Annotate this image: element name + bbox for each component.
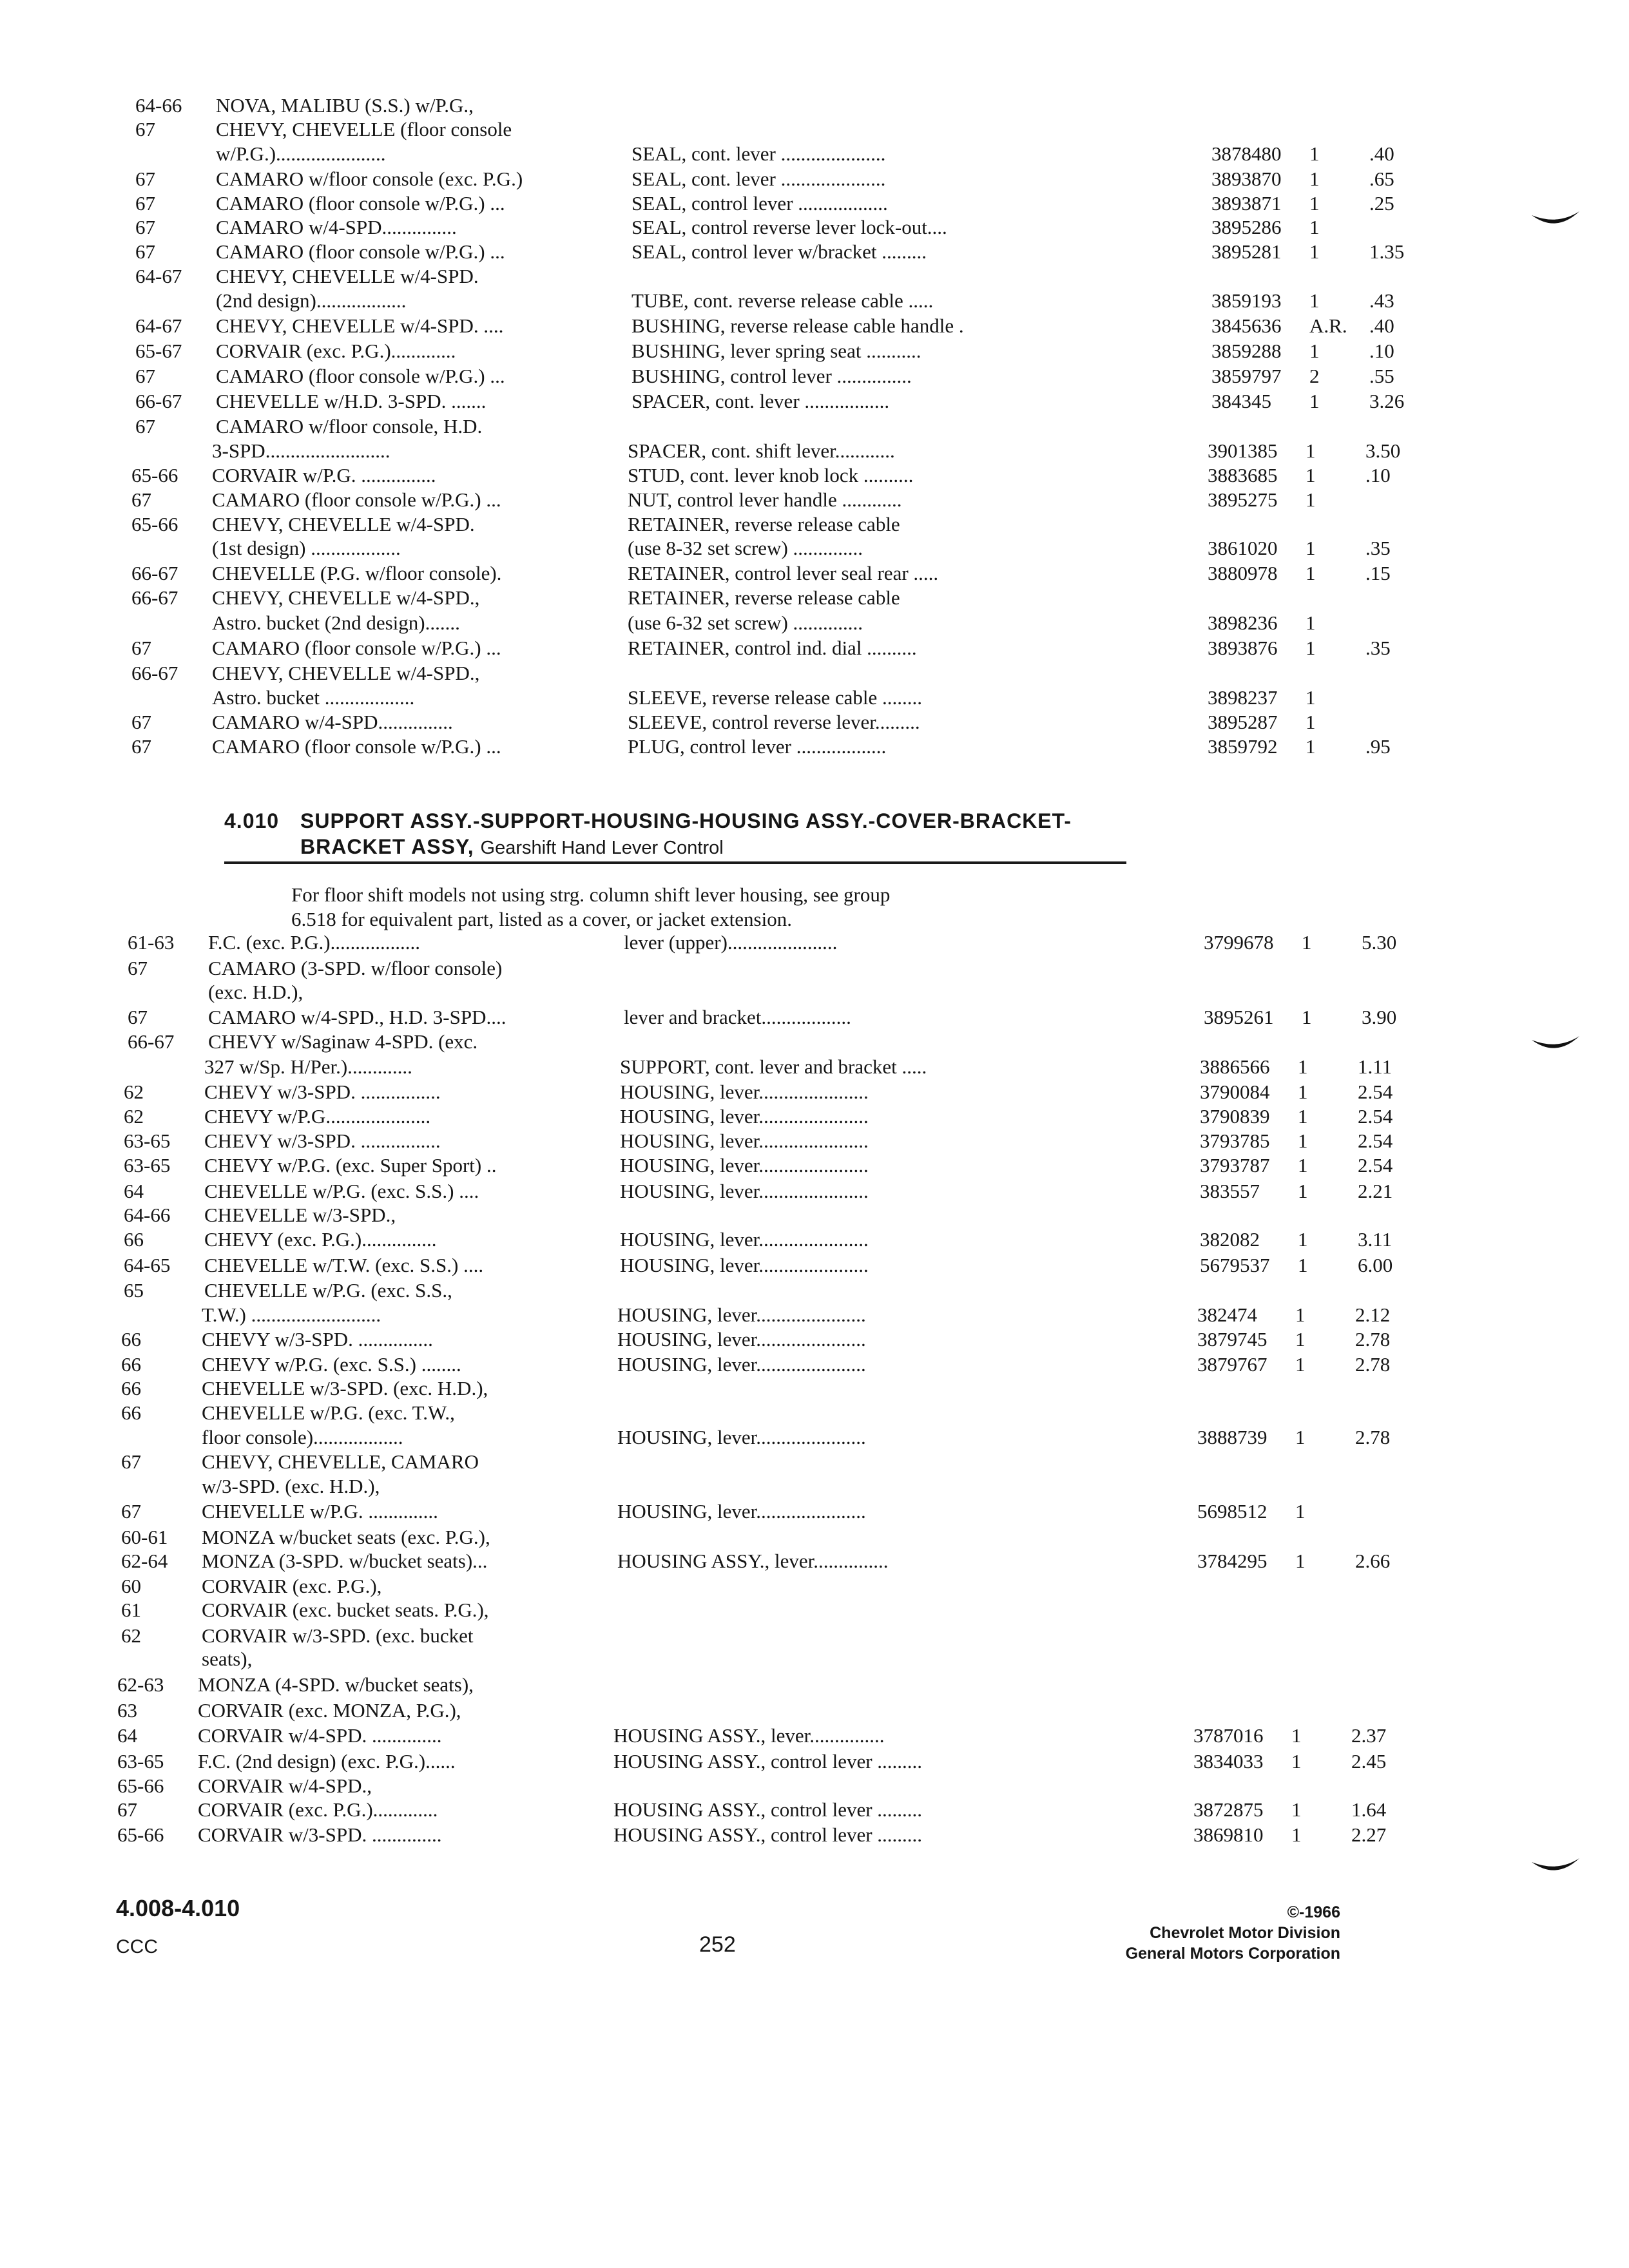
part-number: 3879767 [1197,1353,1268,1376]
model-years: 61-63 [128,931,175,954]
quantity: 1 [1295,1303,1306,1326]
model-description: MONZA (4-SPD. w/bucket seats), [198,1673,474,1696]
part-description: lever and bracket.................. [624,1006,851,1028]
price: .43 [1369,289,1394,312]
model-description: CAMARO (floor console w/P.G.) ... [216,192,505,215]
quantity: 1 [1309,168,1320,190]
model-years: 65-66 [131,513,178,535]
model-years: 67 [135,118,155,140]
quantity: 1 [1309,142,1320,165]
part-number: 384345 [1211,390,1271,412]
quantity: 1 [1291,1750,1302,1773]
model-description: CAMARO (floor console w/P.G.) ... [212,488,501,511]
model-description: F.C. (2nd design) (exc. P.G.)...... [198,1750,456,1773]
price: 1.11 [1358,1055,1393,1078]
part-number: 383557 [1200,1180,1260,1202]
model-description: CAMARO w/floor console, H.D. [216,415,483,437]
model-years: 66-67 [128,1030,175,1053]
model-years: 64-65 [124,1254,171,1276]
price: 2.45 [1351,1750,1387,1773]
part-description: RETAINER, reverse release cable [628,513,900,535]
part-number: 3793785 [1200,1129,1270,1152]
model-years: 64-66 [124,1204,171,1226]
part-description: HOUSING, lever...................... [620,1129,869,1152]
part-description: HOUSING ASSY., lever............... [617,1550,889,1572]
section-title-line-2: BRACKET ASSY, [300,835,474,858]
model-years: 65-67 [135,340,182,362]
part-description: HOUSING, lever...................... [617,1353,866,1376]
model-description: CHEVY, CHEVELLE, CAMARO [202,1450,479,1473]
quantity: 1 [1298,1129,1308,1152]
model-description: CAMARO w/floor console (exc. P.G.) [216,168,523,190]
model-years: 67 [135,192,155,215]
price: 1.64 [1351,1798,1387,1821]
model-description: (exc. H.D.), [208,981,304,1003]
part-description: HOUSING, lever...................... [617,1303,866,1326]
model-description: CAMARO w/4-SPD............... [216,216,457,238]
model-years: 67 [121,1450,141,1473]
price: .25 [1369,192,1394,215]
model-description: CHEVY w/3-SPD. ................ [204,1081,441,1103]
quantity: 1 [1309,192,1320,215]
model-description: CHEVY w/3-SPD. ................ [204,1129,441,1152]
part-description: SUPPORT, cont. lever and bracket ..... [620,1055,927,1078]
quantity: 1 [1291,1823,1302,1846]
model-description: Astro. bucket .................. [212,686,415,709]
part-description: BUSHING, reverse release cable handle . [631,314,964,337]
model-years: 62 [124,1105,144,1128]
price: .65 [1369,168,1394,190]
part-description: SEAL, control lever w/bracket ......... [631,240,927,263]
section-title-line-1: SUPPORT ASSY.-SUPPORT-HOUSING-HOUSING ASSY.-COVER-BRACKET- [300,809,1072,832]
model-description: CHEVELLE (P.G. w/floor console). [212,562,502,584]
model-description: CHEVY, CHEVELLE w/4-SPD. [216,265,479,287]
model-description: CHEVY, CHEVELLE w/4-SPD., [212,662,480,684]
model-description: CORVAIR w/3-SPD. .............. [198,1823,442,1846]
part-description: lever (upper)...................... [624,931,838,954]
part-description: HOUSING, lever...................... [617,1500,866,1523]
part-number: 3880978 [1208,562,1278,584]
part-number: 3886566 [1200,1055,1270,1078]
quantity: 1 [1309,340,1320,362]
part-number: 5698512 [1197,1500,1268,1523]
price: 2.21 [1358,1180,1393,1202]
quantity: 1 [1309,240,1320,263]
model-description: CORVAIR (exc. P.G.)............. [216,340,456,362]
part-description: RETAINER, control lever seal rear ..... [628,562,939,584]
price: 2.54 [1358,1129,1393,1152]
part-description: HOUSING, lever...................... [620,1105,869,1128]
quantity: 1 [1295,1500,1306,1523]
section-subtitle: Gearshift Hand Lever Control [480,838,724,858]
part-description: SEAL, cont. lever ..................... [631,142,886,165]
price: .95 [1365,735,1391,758]
part-number: 3872875 [1193,1798,1264,1821]
part-description: RETAINER, reverse release cable [628,586,900,609]
quantity: 1 [1298,1105,1308,1128]
model-description: 3-SPD......................... [212,439,390,462]
part-description: NUT, control lever handle ............ [628,488,902,511]
model-description: CAMARO (3-SPD. w/floor console) [208,957,503,979]
quantity: 1 [1298,1154,1308,1177]
price: .10 [1369,340,1394,362]
model-description: Astro. bucket (2nd design)....... [212,611,460,634]
quantity: 1 [1295,1353,1306,1376]
model-years: 63 [117,1699,137,1722]
part-number: 3893871 [1211,192,1282,215]
part-number: 3861020 [1208,537,1278,559]
quantity: 1 [1306,735,1316,758]
model-years: 64 [124,1180,144,1202]
part-number: 3878480 [1211,142,1282,165]
quantity: 1 [1309,390,1320,412]
part-description: SEAL, control reverse lever lock-out.... [631,216,947,238]
model-description: CHEVELLE w/T.W. (exc. S.S.) .... [204,1254,484,1276]
model-description: CAMARO (floor console w/P.G.) ... [216,365,505,387]
price: .10 [1365,464,1391,486]
price: 2.78 [1355,1353,1391,1376]
part-description: PLUG, control lever .................. [628,735,887,758]
model-description: NOVA, MALIBU (S.S.) w/P.G., [216,94,474,117]
part-description: TUBE, cont. reverse release cable ..... [631,289,934,312]
model-description: w/P.G.)...................... [216,142,386,165]
part-description: STUD, cont. lever knob lock .......... [628,464,914,486]
model-description: CORVAIR w/4-SPD., [198,1774,372,1797]
part-number: 3898237 [1208,686,1278,709]
quantity: 1 [1295,1328,1306,1350]
part-number: 3901385 [1208,439,1278,462]
model-years: 62 [124,1081,144,1103]
part-description: SPACER, cont. shift lever............ [628,439,895,462]
model-years: 67 [131,488,151,511]
part-description: HOUSING, lever...................... [617,1426,866,1448]
price: 2.37 [1351,1724,1387,1747]
price: 1.35 [1369,240,1405,263]
copyright-block [1005,1902,1340,1964]
model-years: 67 [135,240,155,263]
model-years: 66 [121,1328,141,1350]
price: 3.11 [1358,1228,1393,1251]
part-description: HOUSING, lever...................... [617,1328,866,1350]
quantity: 2 [1309,365,1320,387]
quantity: 1 [1306,439,1316,462]
model-years: 63-65 [124,1154,171,1177]
model-years: 66-67 [131,586,178,609]
model-description: CHEVELLE w/P.G. (exc. S.S., [204,1279,452,1302]
price: 3.50 [1365,439,1401,462]
part-number: 3784295 [1197,1550,1268,1572]
model-years: 67 [135,168,155,190]
quantity: 1 [1298,1228,1308,1251]
part-number: 3898236 [1208,611,1278,634]
margin-mark [1530,1854,1582,1878]
model-description: CHEVELLE w/3-SPD. (exc. H.D.), [202,1377,488,1399]
model-description: (1st design) .................. [212,537,401,559]
price: 3.26 [1369,390,1405,412]
model-description: CAMARO (floor console w/P.G.) ... [216,240,505,263]
part-number: 3799678 [1204,931,1274,954]
part-number: 3790839 [1200,1105,1270,1128]
part-description: HOUSING ASSY., control lever ......... [613,1823,923,1846]
model-description: CHEVY, CHEVELLE w/4-SPD. .... [216,314,504,337]
model-description: CHEVY w/P.G..................... [204,1105,431,1128]
quantity: 1 [1291,1724,1302,1747]
price: 2.54 [1358,1154,1393,1177]
model-years: 60 [121,1575,141,1597]
model-years: 66 [121,1377,141,1399]
model-years: 62 [121,1624,141,1647]
model-years: 64-67 [135,314,182,337]
part-number: 3888739 [1197,1426,1268,1448]
price: 2.78 [1355,1328,1391,1350]
quantity: 1 [1309,289,1320,312]
quantity: 1 [1309,216,1320,238]
model-years: 65 [124,1279,144,1302]
part-number: 3895261 [1204,1006,1274,1028]
model-years: 67 [117,1798,137,1821]
part-number: 3883685 [1208,464,1278,486]
model-description: CORVAIR w/3-SPD. (exc. bucket [202,1624,474,1647]
model-years: 67 [135,415,155,437]
model-years: 63-65 [124,1129,171,1152]
model-years: 66 [121,1401,141,1424]
part-number: 382082 [1200,1228,1260,1251]
page-number: 252 [699,1932,736,1957]
model-years: 63-65 [117,1750,164,1773]
part-description: SPACER, cont. lever ................. [631,390,890,412]
model-description: CHEVY w/P.G. (exc. Super Sport) .. [204,1154,497,1177]
part-description: (use 6-32 set screw) .............. [628,611,863,634]
quantity: 1 [1306,611,1316,634]
model-description: seats), [202,1648,253,1670]
part-number: 382474 [1197,1303,1257,1326]
model-description: CHEVY (exc. P.G.)............... [204,1228,437,1251]
part-number: 3895275 [1208,488,1278,511]
model-description: CHEVELLE w/P.G. (exc. T.W., [202,1401,455,1424]
price: .15 [1365,562,1391,584]
quantity: 1 [1298,1081,1308,1103]
model-years: 67 [131,735,151,758]
model-years: 66-67 [131,662,178,684]
model-description: F.C. (exc. P.G.).................. [208,931,421,954]
model-description: CHEVELLE w/3-SPD., [204,1204,396,1226]
part-number: 5679537 [1200,1254,1270,1276]
model-years: 67 [135,216,155,238]
model-years: 64-66 [135,94,182,117]
model-description: CHEVELLE w/P.G. (exc. S.S.) .... [204,1180,479,1202]
model-years: 66-67 [131,562,178,584]
part-number: 3787016 [1193,1724,1264,1747]
division-name: Chevrolet Motor Division [1150,1924,1340,1942]
model-years: 65-66 [117,1823,164,1846]
model-description: 327 w/Sp. H/Per.)............. [204,1055,412,1078]
price: .35 [1365,537,1391,559]
part-description: HOUSING ASSY., control lever ......... [613,1750,923,1773]
model-years: 67 [131,637,151,659]
quantity: 1 [1306,562,1316,584]
price: .40 [1369,142,1394,165]
part-number: 3790084 [1200,1081,1270,1103]
part-number: 3845636 [1211,314,1282,337]
model-description: T.W.) .......................... [202,1303,381,1326]
model-years: 60-61 [121,1526,168,1548]
model-years: 67 [128,957,148,979]
model-description: CHEVY w/3-SPD. ............... [202,1328,433,1350]
price: 2.54 [1358,1105,1393,1128]
model-years: 64-67 [135,265,182,287]
model-years: 66 [124,1228,144,1251]
price: .40 [1369,314,1394,337]
quantity: 1 [1302,931,1312,954]
part-description: (use 8-32 set screw) .............. [628,537,863,559]
part-description: HOUSING, lever...................... [620,1180,869,1202]
model-years: 67 [121,1500,141,1523]
quantity: 1 [1306,637,1316,659]
section-number: 4.010 [224,809,280,832]
quantity: 1 [1306,464,1316,486]
model-description: CAMARO (floor console w/P.G.) ... [212,735,501,758]
part-description: RETAINER, control ind. dial .......... [628,637,917,659]
model-description: (2nd design).................. [216,289,407,312]
model-description: CORVAIR w/4-SPD. .............. [198,1724,442,1747]
model-description: w/3-SPD. (exc. H.D.), [202,1475,380,1497]
part-number: 3859792 [1208,735,1278,758]
footer-section-code: 4.008-4.010 [116,1895,240,1921]
part-number: 3859288 [1211,340,1282,362]
quantity: 1 [1295,1550,1306,1572]
quantity: 1 [1298,1055,1308,1078]
model-years: 62-63 [117,1673,164,1696]
part-number: 3859193 [1211,289,1282,312]
quantity: 1 [1298,1254,1308,1276]
quantity: 1 [1298,1180,1308,1202]
model-description: CORVAIR w/P.G. ............... [212,464,436,486]
part-description: HOUSING, lever...................... [620,1254,869,1276]
model-description: CORVAIR (exc. P.G.)............. [198,1798,438,1821]
model-description: CHEVY w/Saginaw 4-SPD. (exc. [208,1030,478,1053]
model-description: CHEVY w/P.G. (exc. S.S.) ........ [202,1353,461,1376]
model-years: 65-66 [117,1774,164,1797]
margin-mark [1530,1032,1582,1055]
quantity: A.R. [1309,314,1347,337]
part-description: BUSHING, lever spring seat ........... [631,340,921,362]
model-years: 66 [121,1353,141,1376]
part-description: SLEEVE, control reverse lever......... [628,711,920,733]
model-years: 67 [135,365,155,387]
part-description: HOUSING, lever...................... [620,1081,869,1103]
model-description: CHEVELLE w/P.G. .............. [202,1500,438,1523]
model-years: 67 [131,711,151,733]
part-number: 3893876 [1208,637,1278,659]
price: 5.30 [1362,931,1397,954]
price: 2.12 [1355,1303,1391,1326]
model-years: 67 [128,1006,148,1028]
note-line-2: 6.518 for equivalent part, listed as a cover, or jacket extension. [291,908,792,930]
part-number: 3879745 [1197,1328,1268,1350]
model-years: 66-67 [135,390,182,412]
price: .35 [1365,637,1391,659]
model-description: CAMARO (floor console w/P.G.) ... [212,637,501,659]
model-description: CORVAIR (exc. MONZA, P.G.), [198,1699,461,1722]
note-line-1: For floor shift models not using strg. column shift lever housing, see group [291,883,891,906]
corporation-name: General Motors Corporation [1125,1945,1340,1963]
part-description: SLEEVE, reverse release cable ........ [628,686,923,709]
price: 6.00 [1358,1254,1393,1276]
model-description: CHEVELLE w/H.D. 3-SPD. ....... [216,390,487,412]
price: 2.66 [1355,1550,1391,1572]
price: 2.78 [1355,1426,1391,1448]
model-description: CORVAIR (exc. bucket seats. P.G.), [202,1599,489,1621]
model-description: CHEVY, CHEVELLE w/4-SPD., [212,586,480,609]
part-number: 3793787 [1200,1154,1270,1177]
price: 2.27 [1351,1823,1387,1846]
part-description: SEAL, cont. lever ..................... [631,168,886,190]
quantity: 1 [1306,686,1316,709]
part-number: 3859797 [1211,365,1282,387]
margin-mark [1530,207,1582,231]
quantity: 1 [1291,1798,1302,1821]
part-number: 3895281 [1211,240,1282,263]
model-years: 64 [117,1724,137,1747]
model-description: CHEVY, CHEVELLE (floor console [216,118,512,140]
section-note [291,883,1129,932]
part-number: 3869810 [1193,1823,1264,1846]
footer-ccc: CCC [116,1936,158,1957]
model-years: 62-64 [121,1550,168,1572]
model-description: CAMARO w/4-SPD............... [212,711,453,733]
part-number: 3893870 [1211,168,1282,190]
quantity: 1 [1306,537,1316,559]
model-description: CORVAIR (exc. P.G.), [202,1575,382,1597]
model-years: 61 [121,1599,141,1621]
part-number: 3895287 [1208,711,1278,733]
part-number: 3895286 [1211,216,1282,238]
part-description: BUSHING, control lever ............... [631,365,912,387]
part-description: HOUSING ASSY., lever............... [613,1724,885,1747]
part-description: HOUSING, lever...................... [620,1154,869,1177]
copyright-year: ©-1966 [1287,1903,1340,1921]
part-number: 3834033 [1193,1750,1264,1773]
model-description: CAMARO w/4-SPD., H.D. 3-SPD.... [208,1006,506,1028]
quantity: 1 [1306,711,1316,733]
price: 2.54 [1358,1081,1393,1103]
quantity: 1 [1302,1006,1312,1028]
price: .55 [1369,365,1394,387]
model-description: floor console).................. [202,1426,403,1448]
quantity: 1 [1306,488,1316,511]
heading-rule [224,861,1126,864]
price: 3.90 [1362,1006,1397,1028]
model-description: MONZA (3-SPD. w/bucket seats)... [202,1550,488,1572]
model-description: CHEVY, CHEVELLE w/4-SPD. [212,513,475,535]
model-description: MONZA w/bucket seats (exc. P.G.), [202,1526,490,1548]
part-description: SEAL, control lever .................. [631,192,888,215]
part-description: HOUSING, lever...................... [620,1228,869,1251]
quantity: 1 [1295,1426,1306,1448]
part-description: HOUSING ASSY., control lever ......... [613,1798,923,1821]
model-years: 65-66 [131,464,178,486]
